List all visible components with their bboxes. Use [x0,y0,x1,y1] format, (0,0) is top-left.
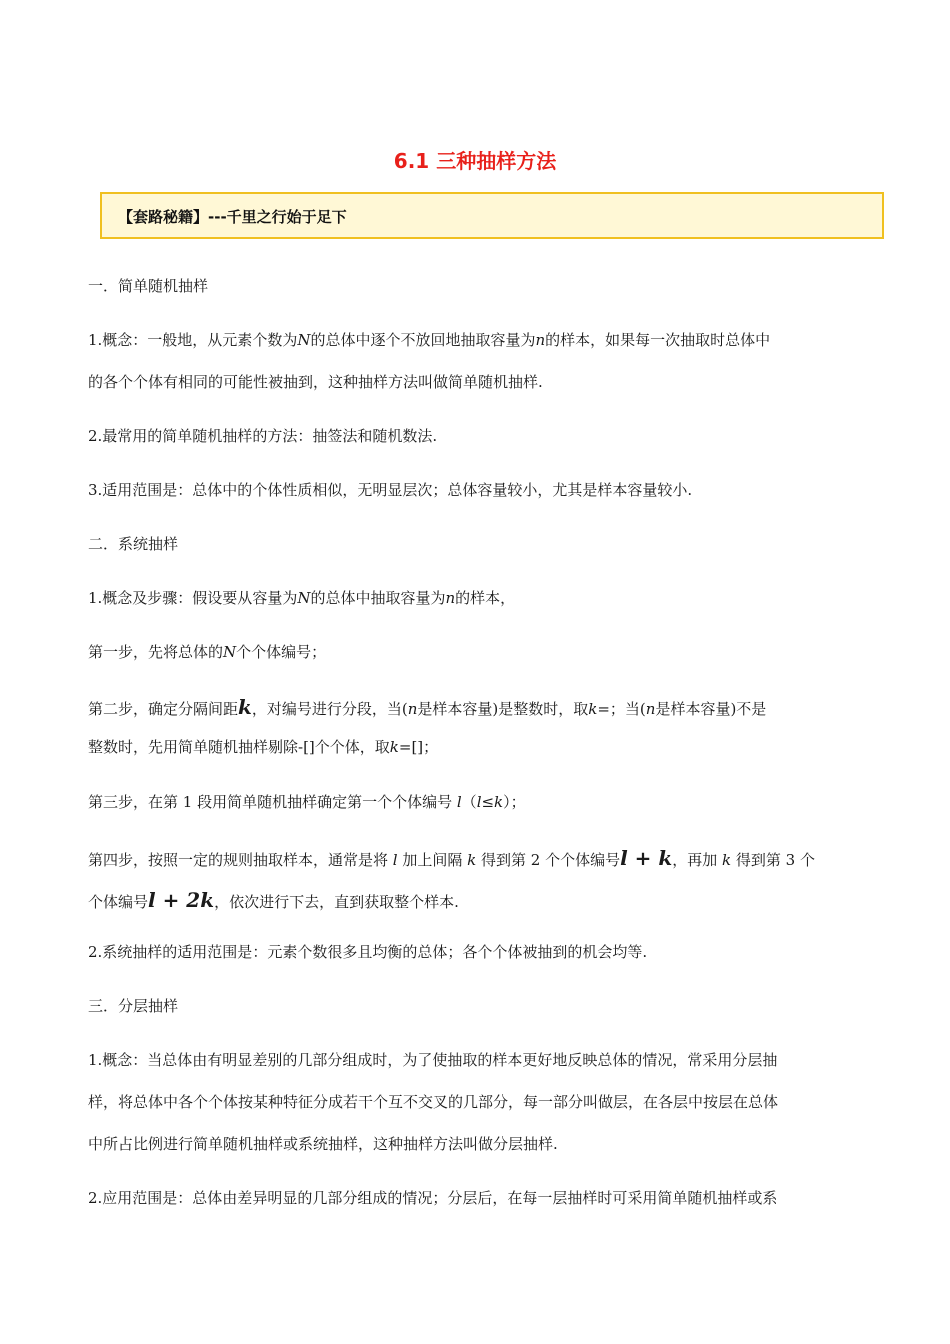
text: 的总体中逐个不放回地抽取容量为 [310,331,536,349]
paragraph [88,848,815,870]
paragraph: 中所占比例进行简单随机抽样或系统抽样，这种抽样方法叫做分层抽样. [88,1135,558,1153]
text: ，依次进行下去，直到获取整个样本. [214,893,459,911]
text: 1.概念：一般地，从元素个数为 [88,331,298,349]
paragraph: 3.适用范围是：总体中的个体性质相似，无明显层次；总体容量较小，尤其是样本容量较小. [88,481,693,499]
text: =[]； [398,738,439,756]
text: 是样本容量)不是 [655,700,767,718]
text: ，再加 [672,851,723,869]
paragraph: 1.概念：当总体由有明显差别的几部分组成时，为了使抽取的样本更好地反映总体的情况，常采用分层抽 [88,1051,778,1069]
section-heading-systematic: 二．系统抽样 [88,535,179,553]
section-heading-simple-random: 一．简单随机抽样 [88,277,209,295]
text: 得到第 3 个 [731,851,815,869]
banner-text: 【套路秘籍】---千里之行始于足下 [118,208,347,226]
section-banner [100,192,884,239]
text: 的总体中抽取容量为 [310,589,446,607]
text: 的样本， [455,589,516,607]
math-var: n [445,589,456,607]
math-var: n [535,331,546,349]
paragraph [88,737,438,757]
math-var: k [238,695,252,719]
math-var: k [588,700,598,718]
paragraph [88,890,459,912]
paragraph [88,697,766,719]
paragraph: 2.最常用的简单随机抽样的方法：抽签法和随机数法. [88,427,438,445]
text: ，对编号进行分段，当( [251,700,408,718]
text: 个个体编号； [236,643,327,661]
math-var: k [389,738,399,756]
math-var: k [722,851,732,869]
paragraph [88,588,515,608]
paragraph: 2.应用范围是：总体由差异明显的几部分组成的情况；分层后，在每一层抽样时可采用简单随机抽样或系 [88,1189,778,1207]
text: 得到第 2 个个体编号 [476,851,621,869]
math-var: n [407,700,418,718]
paragraph: 2.系统抽样的适用范围是：元素个数很多且均衡的总体；各个个体被抽到的机会均等. [88,943,648,961]
text: 1.概念及步骤：假设要从容量为 [88,589,298,607]
math-var: N [223,643,237,661]
text: 第四步，按照一定的规则抽取样本，通常是将 [88,851,393,869]
text: 个体编号 [88,893,149,911]
text: （ [461,793,477,811]
math-var: l [456,793,462,811]
page-title: 6.1 三种抽样方法 [393,149,557,173]
math-var: k [467,851,477,869]
text: 的样本，如果每一次抽取时总体中 [545,331,771,349]
math-var: N [297,331,311,349]
text: 第二步，确定分隔间距 [88,700,239,718]
text: 整数时，先用简单随机抽样剔除-[]个个体，取 [88,738,390,756]
text: 第一步，先将总体的 [88,643,224,661]
paragraph [88,330,770,350]
text: =；当( [597,700,646,718]
math-var: N [297,589,311,607]
text: ）； [503,793,526,811]
section-heading-stratified: 三．分层抽样 [88,997,179,1015]
math-expr: l≤k [476,793,504,811]
paragraph: 样，将总体中各个个体按某种特征分成若干个互不交叉的几部分，每一部分叫做层，在各层中按层在总体 [88,1093,779,1111]
text: 第三步，在第 1 段用简单随机抽样确定第一个个体编号 [88,793,457,811]
math-expr: l + k [620,846,673,870]
paragraph [88,792,526,812]
text: 是样本容量)是整数时，取 [417,700,589,718]
math-expr: l + 2k [148,888,215,912]
math-var: l [392,851,398,869]
paragraph: 的各个个体有相同的可能性被抽到，这种抽样方法叫做简单随机抽样. [88,373,543,391]
paragraph [88,642,326,662]
text: 加上间隔 [397,851,468,869]
math-var: n [645,700,656,718]
